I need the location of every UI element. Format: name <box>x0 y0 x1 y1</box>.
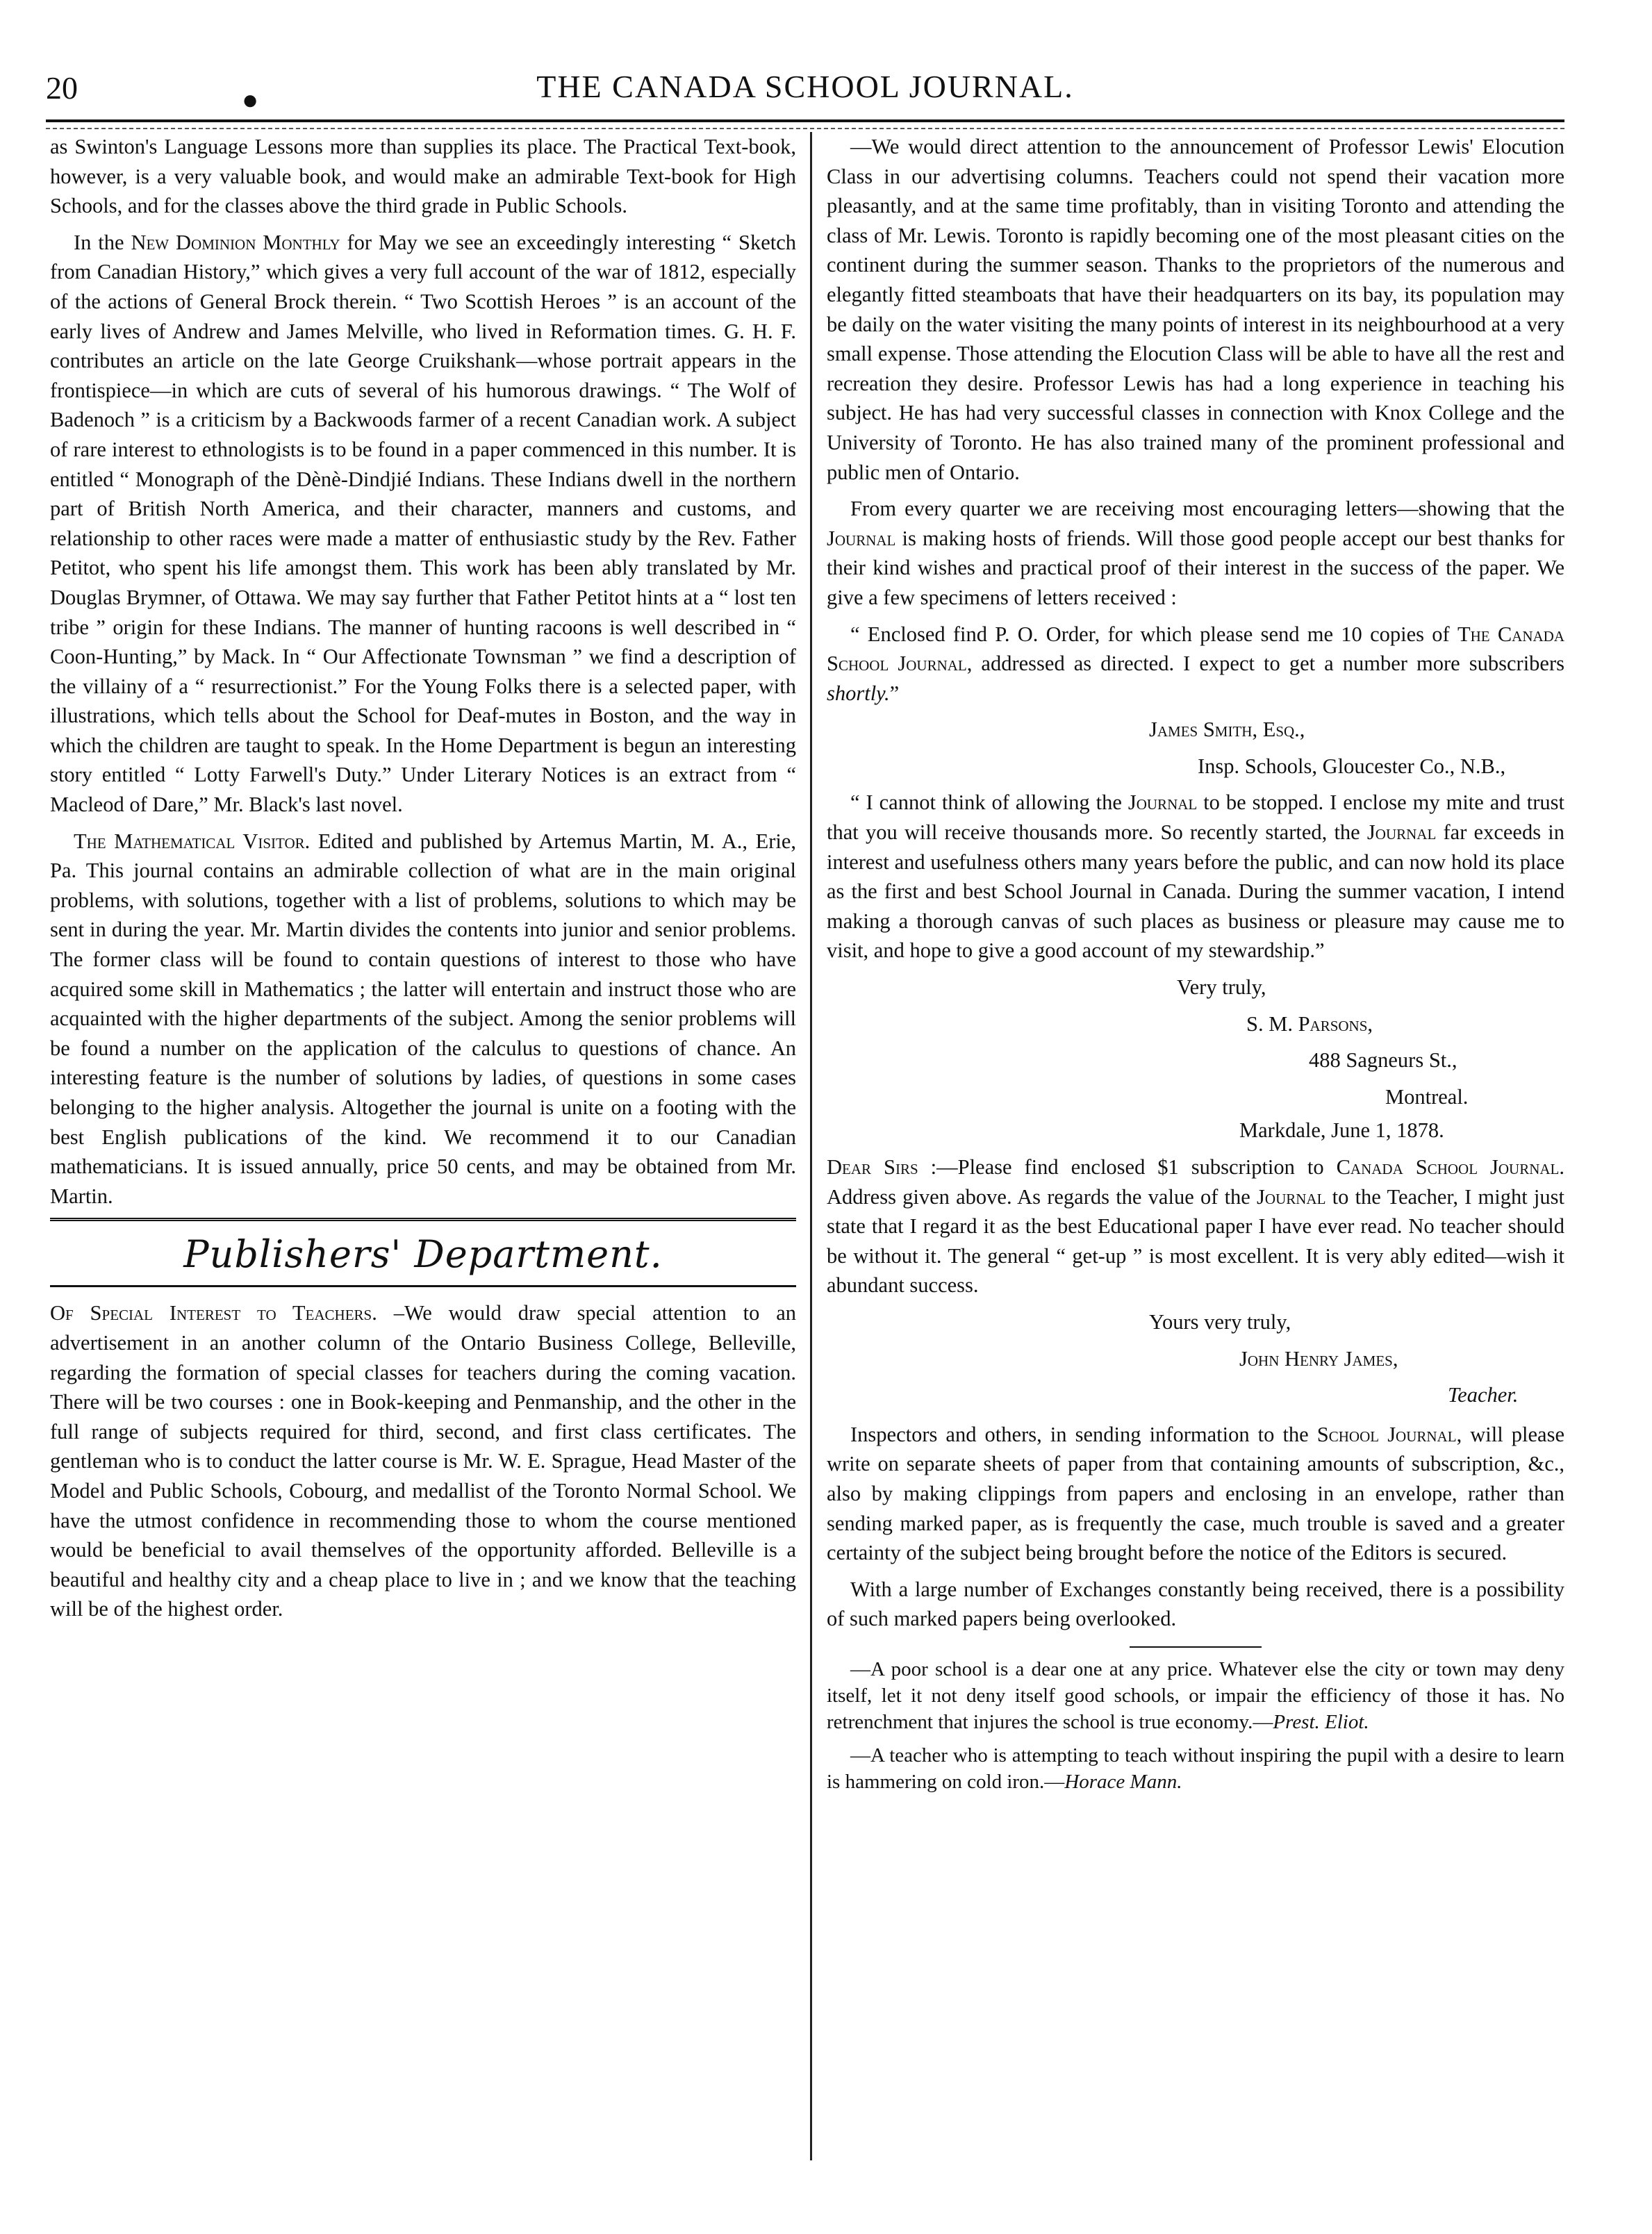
right-paragraph-exchanges: With a large number of Exchanges constantly being received, there is a possibility of such marked papers being overlooked. <box>827 1577 1564 1631</box>
letters-intro-b: is making hosts of friends. Will those good people accept our best thanks for their kind wishes and practical proof of their interest in the success of the paper. We give a few specimens of letters received : <box>827 526 1564 609</box>
quote-eliot <box>827 1656 1564 1735</box>
page-header <box>46 67 1564 117</box>
right-paragraph-elocution: —We would direct attention to the announcement of Professor Lewis' Elocution Class in our advertising columns. Teachers could not spend their vacation more pleasantly, and at the same time profitably, than in visiting Toronto and attending the class of Mr. Lewis. Toronto is rapidly becoming one of the most pleasant cities on the continent during the summer season. Thanks to the proprietors of the numerous and elegantly fitted steamboats that have their headquarters on its bay, its population may be daily on the water visiting the many points of interest in its neighbourhood at a very small expense. Those attending the Elocution Class will be able to have all the rest and recreation they desire. Professor Lewis has had a long experience in teaching his subject. He has had very successful classes in connection with Knox College and the University of Toronto. He has also trained many of the prominent professional and public men of Ontario. <box>827 135 1564 484</box>
quote-mann <box>827 1742 1564 1795</box>
letter-james-c: to the Teacher, I might just state that I regard it as the best Educational paper I have ever read. No teacher should be without it. The general “ get-up ” is most excellent. It is very ably edited—wish it abundant success. <box>827 1184 1564 1298</box>
special-interest-title: Of Special Interest to Teachers. <box>50 1301 377 1325</box>
quote-mann-author: Horace Mann. <box>1064 1770 1182 1793</box>
quote-eliot-author: Prest. Eliot. <box>1273 1710 1369 1733</box>
journal-smallcaps-5: Journal <box>1387 1422 1457 1446</box>
school-smallcaps: School <box>1316 1422 1380 1446</box>
inspectors-b: , will please write on separate sheets of paper from that containing amounts of subscription, &c., also by making clippings from papers and enclosing in an envelope, rather than sending marked paper, as is frequently the case, much trouble is saved and a greater certainty of the subject being brought before the notice of the Editors is secured. <box>827 1422 1565 1565</box>
text-lead: In the <box>74 230 131 254</box>
signature-parsons-city: Montreal. <box>1385 1084 1469 1109</box>
letters-intro-a: From every quarter we are receiving most encouraging letters—showing that the <box>850 497 1564 521</box>
right-paragraph-letters-intro <box>827 494 1564 612</box>
right-column <box>827 132 1564 1802</box>
letter-james-date: Markdale, June 1, 1878. <box>1239 1118 1444 1143</box>
signature-james-role: Teacher. <box>1448 1383 1519 1407</box>
review-text: for May we see an exceedingly interesting “ Sketch from Canadian History,” which gives a very full account of the war of 1812, especially of the actions of General Brock therein. “ Two Scottish Heroes ” is an account of the early lives of Andrew and James Melville, who lived in Reformation times. G. H. F. contributes an article on the late George Cruikshank—whose portrait appears in the frontispiece—in which are cuts of several of his humorous drawings. “ The Wolf of Badenoch ” is a criticism by a Backwoods farmer of a recent Canadian work. A subject of rare interest to ethnologists is to be found in a paper commenced in this number. It is entitled “ Monograph of the Dènè-Dindjié Indians. These Indians dwell in the northern part of British North America, and their character, manners and customs, and relationship to other races were made a matter of enthusiastic study by the Rev. Father Petitot, who spent his life amongst them. This work has been ably translated by Mr. Douglas Brymner, of Ottawa. We may say further that Father Petitot hints at a “ lost ten tribe ” origin for these Indians. The manner of hunting racoons is well described in “ Coon-Hunting,” by Mack. In “ Our Affectionate Townsman ” we find a description of the villainy of a “ resurrectionist.” For the Young Folks there is a selected paper, with illustrations, which tells about the School for Deaf-mutes in Boston, and the way in which the children are taught to speak. In the Home Department is begun an interesting story entitled “ Lotty Farwell's Duty.” Under Literary Notices is an extract from “ Macleod of Dare,” Mr. Black's last novel. <box>50 230 796 817</box>
right-paragraph-inspectors <box>827 1420 1564 1568</box>
journal-name: The Canada School Journal <box>827 622 1565 676</box>
letter-james-salutation: Dear Sirs <box>827 1155 918 1179</box>
column-divider <box>810 132 812 2160</box>
signature-parsons-name: S. M. Parsons, <box>1246 1011 1373 1036</box>
page-number: 20 <box>46 70 78 106</box>
signature-parsons-close: Very truly, <box>1177 975 1266 1000</box>
letter-smith-emphasis: shortly. <box>827 681 890 705</box>
visitor-title: The Mathematical Visitor. <box>74 829 311 853</box>
signature-james-close: Yours very truly, <box>1149 1309 1291 1334</box>
letter-smith-a: “ Enclosed find P. O. Order, for which please send me 10 copies of <box>850 622 1457 646</box>
journal-name-2: Canada School Journal <box>1336 1155 1560 1179</box>
letter-parsons-a: “ I cannot think of allowing the <box>850 791 1128 815</box>
journal-title: THE CANADA SCHOOL JOURNAL. <box>536 69 1074 104</box>
left-paragraph-1: as Swinton's Language Lessons more than supplies its place. The Practical Text-book, however, is a very valuable book, and would make an admirable Text-book for High Schools, and for the classes above the third grade in Public Schools. <box>50 135 796 218</box>
quote-mann-text: —A teacher who is attempting to teach without inspiring the pupil with a desire to learn is hammering on cold iron.— <box>827 1744 1564 1793</box>
letter-james-b: . Address given above. As regards the value of the <box>827 1155 1564 1209</box>
letter-james <box>827 1152 1564 1300</box>
section-rule <box>1130 1646 1262 1648</box>
visitor-text: Edited and published by Artemus Martin, M. A., Erie, Pa. This journal contains an admirable collection of what are in the main original problems, with solutions, together with a list of problems, solutions to which may be sent in during the year. Mr. Martin divides the contents into junior and senior problems. The former class will be found to contain questions of interest to those who have acquired some skill in Mathematics ; the latter will entertain and instruct those who are acquainted with the higher departments of the subject. Among the senior problems will be found a number on the application of the calculus to questions of chance. An interesting feature is the number of solutions by ladies, of questions in some cases belonging to the higher analysis. Altogether the journal is unite on a footing with the best English publications of the kind. We recommend it to our Canadian mathematicians. It is issued annually, price 50 cents, and may be obtained from Mr. Martin. <box>50 829 796 1208</box>
journal-smallcaps-4: Journal <box>1257 1184 1326 1209</box>
quotes-block <box>827 1656 1564 1795</box>
bullet-mark-icon: ● <box>242 84 259 115</box>
letter-james-a: :—Please find enclosed $1 subscription to <box>918 1155 1337 1179</box>
quote-eliot-text: —A poor school is a dear one at any price. Whatever else the city or town may deny itself, let it not deny itself good schools, or impair the efficiency of those it has. No retrenchment that injures the school is true economy.— <box>827 1657 1564 1733</box>
letter-smith-end: ” <box>889 681 900 705</box>
left-paragraph-mathematical-visitor <box>50 827 796 1211</box>
left-column <box>50 132 796 1631</box>
letter-parsons-b: to be stopped. I enclose my mite and trust that you will receive thousands more. So recently started, the <box>827 791 1564 845</box>
letter-parsons <box>827 788 1564 966</box>
header-rule-dashed <box>46 128 1564 129</box>
journal-smallcaps-2: Journal <box>1128 791 1198 815</box>
signature-smith-role: Insp. Schools, Gloucester Co., N.B., <box>1198 754 1506 778</box>
journal-smallcaps: Journal <box>827 526 896 550</box>
letter-smith <box>827 620 1564 709</box>
letter-smith-b: , addressed as directed. I expect to get a number more subscribers <box>966 652 1564 676</box>
signature-james-name: John Henry James, <box>1239 1346 1398 1371</box>
left-paragraph-special-interest <box>50 1298 796 1624</box>
magazine-name: New Dominion Monthly <box>131 230 340 254</box>
special-interest-text: –We would draw special attention to an advertisement in an another column of the Ontario Business College, Belleville, regarding the formation of special classes for teachers during the coming vacation. There will be two courses : one in Book-keeping and Penmanship, and the other in the full range of subjects required for third, second, and first class certificates. The gentleman who is to conduct the latter course is Mr. W. E. Sprague, Head Master of the Model and Public Schools, Cobourg, and medallist of the Toronto Normal School. We have the utmost confidence in recommending those to whom the course mentioned would be beneficial to avail themselves of the opportunity afforded. Belleville is a beautiful and healthy city and a cheap place to live in ; and we know that the teaching will be of the highest order. <box>50 1301 797 1621</box>
inspectors-a: Inspectors and others, in sending information to the <box>850 1422 1317 1446</box>
left-paragraph-magazine-review <box>50 228 796 820</box>
signature-parsons-street: 488 Sagneurs St., <box>1309 1048 1457 1073</box>
publishers-department-heading: Publishers' Department. <box>50 1218 796 1287</box>
header-rule <box>46 119 1564 122</box>
journal-smallcaps-3: Journal <box>1366 820 1437 845</box>
letter-parsons-c: far exceeds in interest and usefulness others many years before the public, and can now hold its place as the first and best School Journal in Canada. During the summer vacation, I intend making a thorough canvas of such places as business or pleasure may cause me to visit, and hope to give a good account of my stewardship.” <box>827 820 1565 963</box>
signature-smith-name: James Smith, Esq., <box>1149 718 1305 742</box>
